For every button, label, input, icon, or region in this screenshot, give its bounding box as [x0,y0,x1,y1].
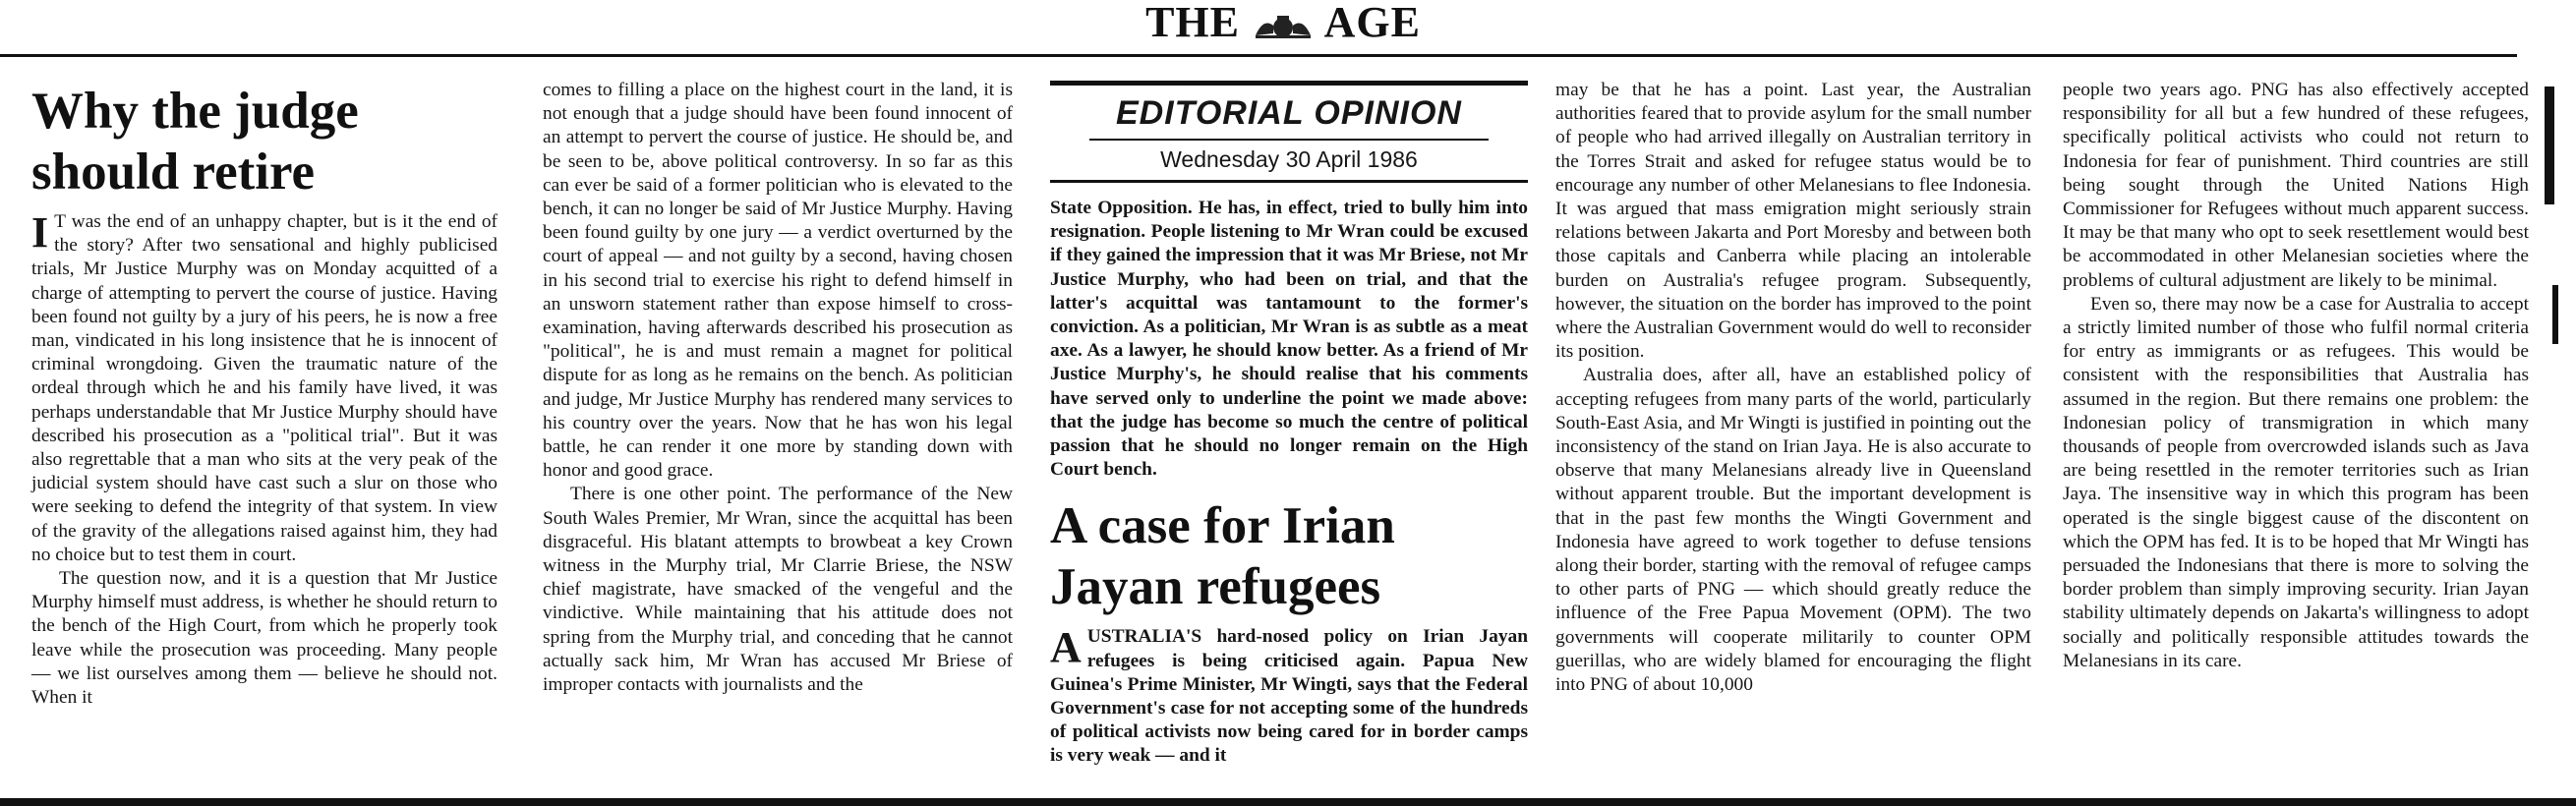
article2-paragraph-5: Even so, there may now be a case for Australia to accept a strictly limited number of those who fulfil normal criteria for entry as immigrants or as refugees. This would be consistent with the responsibilities that Australia has assumed in the region. But there remains one problem: the Indonesian policy of transmigration in which many thousands of people from overcrowded islands such as Java are being resettled in the remoter territories such as Irian Jaya. The insensitive way in which this program has been operated is the single biggest cause of the discontent on which the OPM has fed. It is to be hoped that Mr Wingti has persuaded the Indonesians that there is more to solving the border problem than simply improving security. Irian Jayan stability ultimately depends on Jakarta's willingness to adopt socially and politically responsible attitudes towards the Melanesians in its care. [2063,293,2529,671]
article1-paragraph-1 [31,210,498,567]
column-5 [2063,79,2529,673]
editorial-date: Wednesday 30 April 1986 [1089,139,1489,174]
article2-paragraph-2: may be that he has a point. Last year, the Australian authorities feared that to provide asylum for the small number of people who had arrived illegally on Australian territory in the Torres Strait and asked for refugee status would be to encourage any number of other Melanesians to flee Indonesia. It was argued that mass emigration might seriously strain relations between Jakarta and Port Moresby and between both those capitals and Canberra while placing an intolerable burden on Australia's refugee program. Subsequently, however, the situation on the border has improved to the point where the Australian Government would do well to reconsider its position. [1555,80,2031,363]
bottom-rule [0,798,2576,806]
article2-paragraph-3: Australia does, after all, have an established policy of accepting refugees from many parts of the world, particularly South-East Asia, and Mr Wingti is justified in pointing out the inconsistency of the stand on Irian Jaya. He is also accurate to observe that many Melanesians already live in Queensland without apparent trouble. But the important development is that in the past few months the Wingti Government and Indonesia have agreed to work together to defuse tensions along their border, starting with the removal of refugee camps to other parts of PNG — which should greatly reduce the influence of the Free Papua Movement (OPM). The two governments will cooperate militarily to counter OPM guerillas, who are widely blamed for encouraging the flight into PNG of about 10,000 [1555,365,2031,696]
article1-headline [31,81,498,202]
article1-paragraph-5: State Opposition. He has, in effect, tried to bully him into resignation. People listening to Mr Wran could be excused if they gained the impression that it was Mr Briese, not Mr Justice Murphy, who had been on trial, and that the latter's acquittal was tantamount to the former's conviction. As a politician, Mr Wran is as subtle as a meat axe. As a lawyer, he should know better. As a friend of Mr Justice Murphy's, he should realise that his comments have served only to underline the point we made above: that the judge has become so much the centre of political passion that he should no longer remain on the High Court bench. [1050,198,1528,481]
article2-headline-line1: A case for Irian [1050,497,1395,555]
article2-paragraph-1-text: USTRALIA'S hard-nosed policy on Irian Jayan refugees is being criticised again. Papua New Guinea's Prime Minister, Mr Wingti, says that the Federal Government's case for not accepting some of the hundreds of political activists now being cared for in border camps is very weak — and it [1050,626,1528,767]
top-rule [0,54,2517,57]
article2-paragraph-1 [1050,625,1528,768]
scan-edge-mark [2545,86,2554,204]
masthead [0,0,2576,47]
article1-paragraph-2: The question now, and it is a question that Mr Justice Murphy himself must address, is whether he should return to the bench of the High Court, from which he properly took leave while the prosecution was proceeding. Many people — we list ourselves among them — believe he should not. When it [31,568,498,709]
article1-paragraph-4: There is one other point. The performance of the New South Wales Premier, Mr Wran, since the acquittal has been disgraceful. His blatant attempts to browbeat a key Crown witness in the Murphy trial, Mr Clarrie Briese, the NSW chief magistrate, have smacked of the vengeful and the vindictive. While maintaining that his attitude does not spring from the Murphy trial, and conceding that he cannot actually sack him, Mr Wran has accused Mr Briese of improper contacts with journalists and the [543,484,1013,696]
coat-of-arms-icon [1252,14,1315,39]
article1-paragraph-1-text: T was the end of an unhappy chapter, but is it the end of the story? After two sensational and highly publicised trials, Mr Justice Murphy was on Monday acquitted of a charge of attempting to pervert the course of justice. Having been found not guilty by a jury of his peers, he is now a free man, vindicated in his long insistence that he is innocent of criminal wrongdoing. Given the traumatic nature of the ordeal through which he and his family have lived, it was perhaps understandable that Mr Justice Murphy should have described his prosecution as a "political trial". But it was also regrettable that a man who sits at the very peak of the judicial system should have cast such a slur on those who were seeking to defend the integrity of that system. In view of the gravity of the allegations raised against him, they had no choice but to test them in court. [31,211,498,565]
editorial-opinion-box [1050,81,1528,183]
masthead-age: AGE [1323,0,1421,46]
column-3 [1050,81,1528,769]
column-2 [543,79,1013,697]
column-4 [1555,79,2031,697]
article2-headline [1050,495,1528,617]
article2-headline-line2: Jayan refugees [1050,558,1381,616]
article1-headline-line1: Why the judge [31,83,359,140]
editorial-title: EDITORIAL OPINION [1115,94,1462,132]
article1-paragraph-3: comes to filling a place on the highest court in the land, it is not enough that a judge should have been found innocent of an attempt to pervert the course of justice. He should be, and be seen to be, above political controversy. In so far as this can ever be said of a former politician who is elevated to the bench, it can no longer be said of Mr Justice Murphy. Having been found guilty by one jury — a verdict overturned by the court of appeal — and not guilty by a second, having chosen in his second trial to exercise his right to defend himself in an unsworn statement rather than expose himself to cross-examination, having afterwards described his prosecution as "political", he is and must remain a magnet for political dispute for as long as he remains on the bench. As politician and judge, Mr Justice Murphy has rendered many services to his country over the years. Now that he has won his legal battle, he can render it one more by standing down with honor and good grace. [543,80,1013,482]
masthead-the: THE [1145,0,1240,46]
article1-dropcap: I [31,208,49,257]
article2-dropcap: A [1050,623,1082,672]
column-1 [31,81,498,710]
masthead-title [1072,0,1494,45]
scan-edge-mark [2552,285,2558,344]
article2-paragraph-4: people two years ago. PNG has also effectively accepted responsibility for all but a few hundred of these refugees, specifically political activists who could not return to Indonesia for fear of punishment. Third countries are still being sought through the United Nations High Commissioner for Refugees without much apparent success. It may be that many who opt to seek resettlement would best be accommodated in other Melanesian societies where the problems of cultural adjustment are likely to be minimal. [2063,80,2529,291]
article1-headline-line2: should retire [31,144,316,201]
